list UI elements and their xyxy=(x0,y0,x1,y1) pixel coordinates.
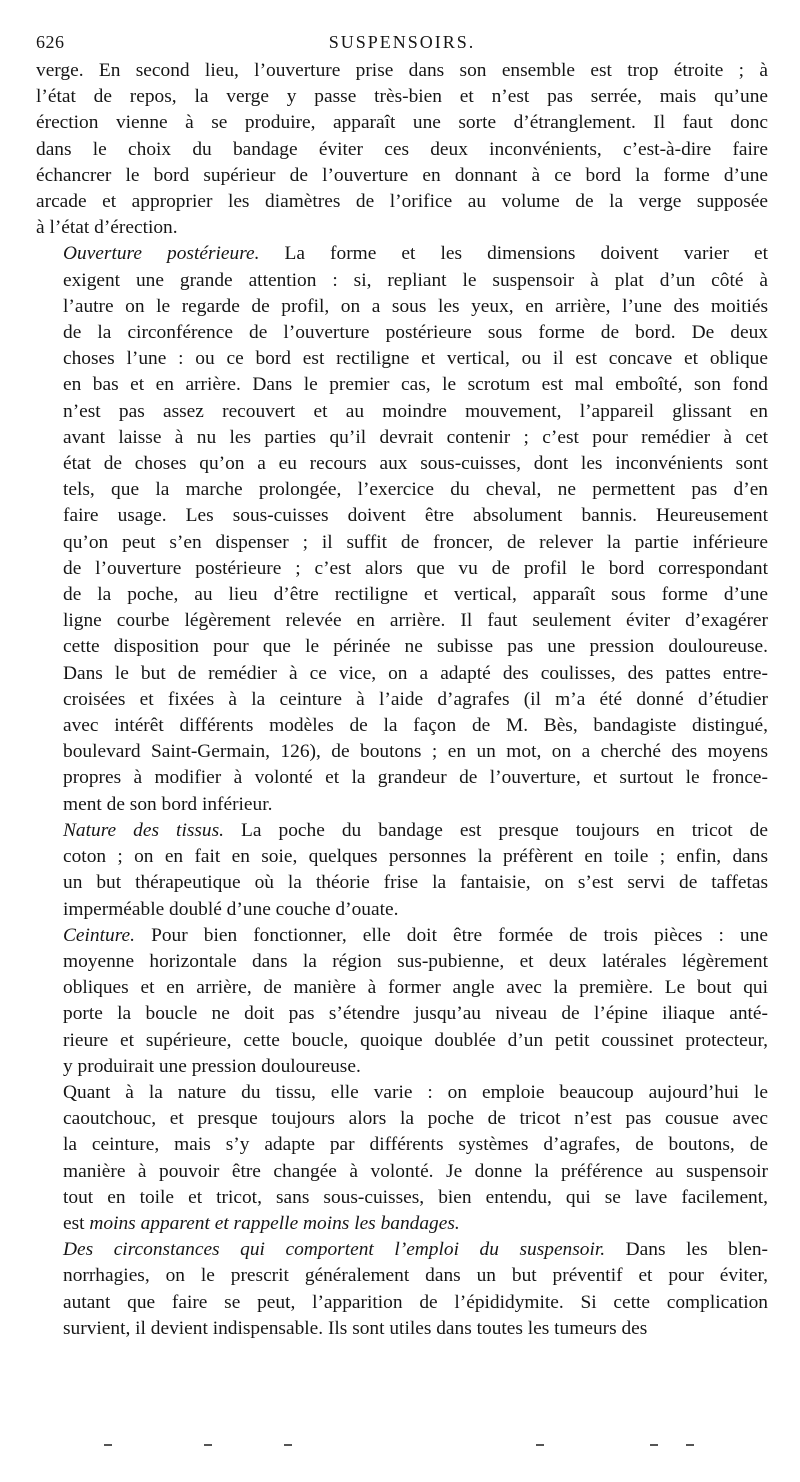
text-line: autant que faire se peut, l’apparition de l’épididymite. Si cette complication xyxy=(63,1291,768,1313)
text-line: Quant à la nature du tissu, elle varie : on emploie beaucoup aujourd’hui le xyxy=(63,1081,768,1103)
text-line: qu’on peut s’en dispenser ; il suffit de froncer, de relever la partie inférieure xyxy=(63,531,768,553)
text-line: faire usage. Les sous-cuisses doivent être absolument bannis. Heureusement xyxy=(63,505,768,527)
text-line: érection vienne à se produire, apparaît une sorte d’étranglement. Il faut donc xyxy=(36,112,768,134)
running-title: SUSPENSOIRS. xyxy=(328,32,476,52)
text-line: choses l’une : ou ce bord est rectiligne et vertical, ou il est concave et oblique xyxy=(63,348,768,370)
text-line: un but thérapeutique où la théorie frise la fantaisie, on s’est servi de taffetas xyxy=(63,872,768,894)
text-line: verge. En second lieu, l’ouverture prise dans son ensemble est trop étroite ; à xyxy=(36,60,768,81)
text-line: la ceinture, mais s’y adapte par différents systèmes d’agrafes, de boutons, de xyxy=(63,1134,768,1156)
text-line: caoutchouc, et presque toujours alors la poche de tricot n’est pas cousue avec xyxy=(63,1108,768,1130)
text-line: exigent une grande attention : si, repliant le suspensoir à plat d’un côté à xyxy=(63,269,768,291)
text-line: tout en toile et tricot, sans sous-cuisses, bien entendu, qui se lave facilement, xyxy=(63,1186,768,1208)
footer-rule-marks xyxy=(0,1444,800,1450)
text-line: Ouverture postérieure. La forme et les dimensions doivent varier et xyxy=(63,243,768,265)
text-line: boulevard Saint-Germain, 126), de boutons ; en un mot, on a cherché des moyens xyxy=(63,741,768,763)
text-line: Des circonstances qui comportent l’emploi du suspensoir. Dans les blen- xyxy=(63,1239,769,1261)
text-line: l’autre on le regarde de profil, on a sous les yeux, en arrière, l’une des moitiés xyxy=(63,295,768,317)
paragraph xyxy=(36,818,768,923)
text-line: y produirait une pression douloureuse. xyxy=(63,1055,361,1077)
text-line: moyenne horizontale dans la région sus-pubienne, et deux latérales légèrement xyxy=(63,950,768,972)
paragraph xyxy=(36,241,768,817)
text-line: état de choses qu’on a eu recours aux sous-cuisses, dont les inconvénients sont xyxy=(63,453,768,475)
text-line: échancrer le bord supérieur de l’ouverture en donnant à ce bord la forme d’une xyxy=(36,164,768,186)
text-line: croisées et fixées à la ceinture à l’aide d’agrafes (il m’a été donné d’étudier xyxy=(63,688,768,710)
text-line: en bas et en arrière. Dans le premier cas, le scrotum est mal emboîté, son fond xyxy=(63,374,768,396)
text-line: est moins apparent et rappelle moins les bandages. xyxy=(63,1212,460,1234)
text-line: Nature des tissus. La poche du bandage est presque toujours en tricot de xyxy=(63,819,768,841)
text-line: dans le choix du bandage éviter ces deux inconvénients, c’est-à-dire faire xyxy=(36,138,768,160)
text-line: imperméable doublé d’une couche d’ouate. xyxy=(63,898,399,920)
body-text xyxy=(36,58,768,1342)
text-line: norrhagies, on le prescrit généralement dans un but préventif et pour éviter, xyxy=(63,1265,768,1287)
paragraph xyxy=(36,58,768,241)
text-line: de l’ouverture postérieure ; c’est alors que vu de profil le bord correspondant xyxy=(63,557,768,579)
footer-mark xyxy=(104,1444,112,1446)
text-line: propres à modifier à volonté et la grandeur de l’ouverture, et surtout le fronce- xyxy=(63,767,768,789)
paragraph-lead-heading: Ceinture. xyxy=(63,924,135,946)
text-line: avec intérêt différents modèles de la façon de M. Bès, bandagiste distingué, xyxy=(63,715,768,737)
text-line: ment de son bord inférieur. xyxy=(63,793,273,815)
paragraph-lead-heading: Des circonstances qui comportent l’emploi du suspensoir. xyxy=(63,1239,606,1261)
paragraph-lead-heading: Nature des tissus. xyxy=(63,819,225,841)
paragraph-lead-heading: Ouverture postérieure. xyxy=(63,243,260,265)
footer-mark xyxy=(686,1444,694,1446)
text-line: porte la boucle ne doit pas s’étendre jusqu’au niveau de l’épine iliaque anté- xyxy=(63,1003,768,1025)
text-line: Ceinture. Pour bien fonctionner, elle doit être formée de trois pièces : une xyxy=(63,924,768,946)
text-line: ligne courbe légèrement relevée en arrière. Il faut seulement éviter d’exagérer xyxy=(63,610,768,632)
text-line: de la poche, au lieu d’être rectiligne et vertical, apparaît sous forme d’une xyxy=(63,584,768,606)
text-line: manière à pouvoir être changée à volonté. Je donne la préférence au suspensoir xyxy=(63,1160,768,1182)
page-number: 626 xyxy=(36,32,65,52)
text-line: survient, il devient indispensable. Ils sont utiles dans toutes les tumeurs des xyxy=(63,1317,648,1339)
text-line: avant laisse à nu les parties qu’il devrait contenir ; c’est pour remédier à cet xyxy=(63,426,768,448)
footer-mark xyxy=(284,1444,292,1446)
text-line: rieure et supérieure, cette boucle, quoique doublée d’un petit coussinet protecteur, xyxy=(63,1029,768,1051)
text-line: de la circonférence de l’ouverture postérieure sous forme de bord. De deux xyxy=(63,322,768,344)
text-line: à l’état d’érection. xyxy=(36,217,178,239)
footer-mark xyxy=(204,1444,212,1446)
paragraph xyxy=(36,923,768,1080)
text-line: n’est pas assez recouvert et au moindre mouvement, l’appareil glissant en xyxy=(63,400,768,422)
text-line: cette disposition pour que le périnée ne subisse pas une pression douloureuse. xyxy=(63,636,768,658)
paragraph xyxy=(36,1080,768,1237)
text-line: l’état de repos, la verge y passe très-bien et n’est pas serrée, mais qu’une xyxy=(36,86,768,108)
book-page xyxy=(36,24,768,1342)
text-line: arcade et approprier les diamètres de l’orifice au volume de la verge supposée xyxy=(36,191,768,213)
text-line: obliques et en arrière, de manière à former angle avec la première. Le bout qui xyxy=(63,977,768,999)
text-line: tels, que la marche prolongée, l’exercice du cheval, ne permettent pas d’en xyxy=(63,479,768,501)
text-line: coton ; on en fait en soie, quelques personnes la préfèrent en toile ; enfin, dans xyxy=(63,846,768,868)
paragraph xyxy=(36,1237,768,1342)
text-line: Dans le but de remédier à ce vice, on a adapté des coulisses, des pattes entre- xyxy=(63,662,768,684)
page-header xyxy=(36,24,768,58)
footer-mark xyxy=(536,1444,544,1446)
footer-mark xyxy=(650,1444,658,1446)
